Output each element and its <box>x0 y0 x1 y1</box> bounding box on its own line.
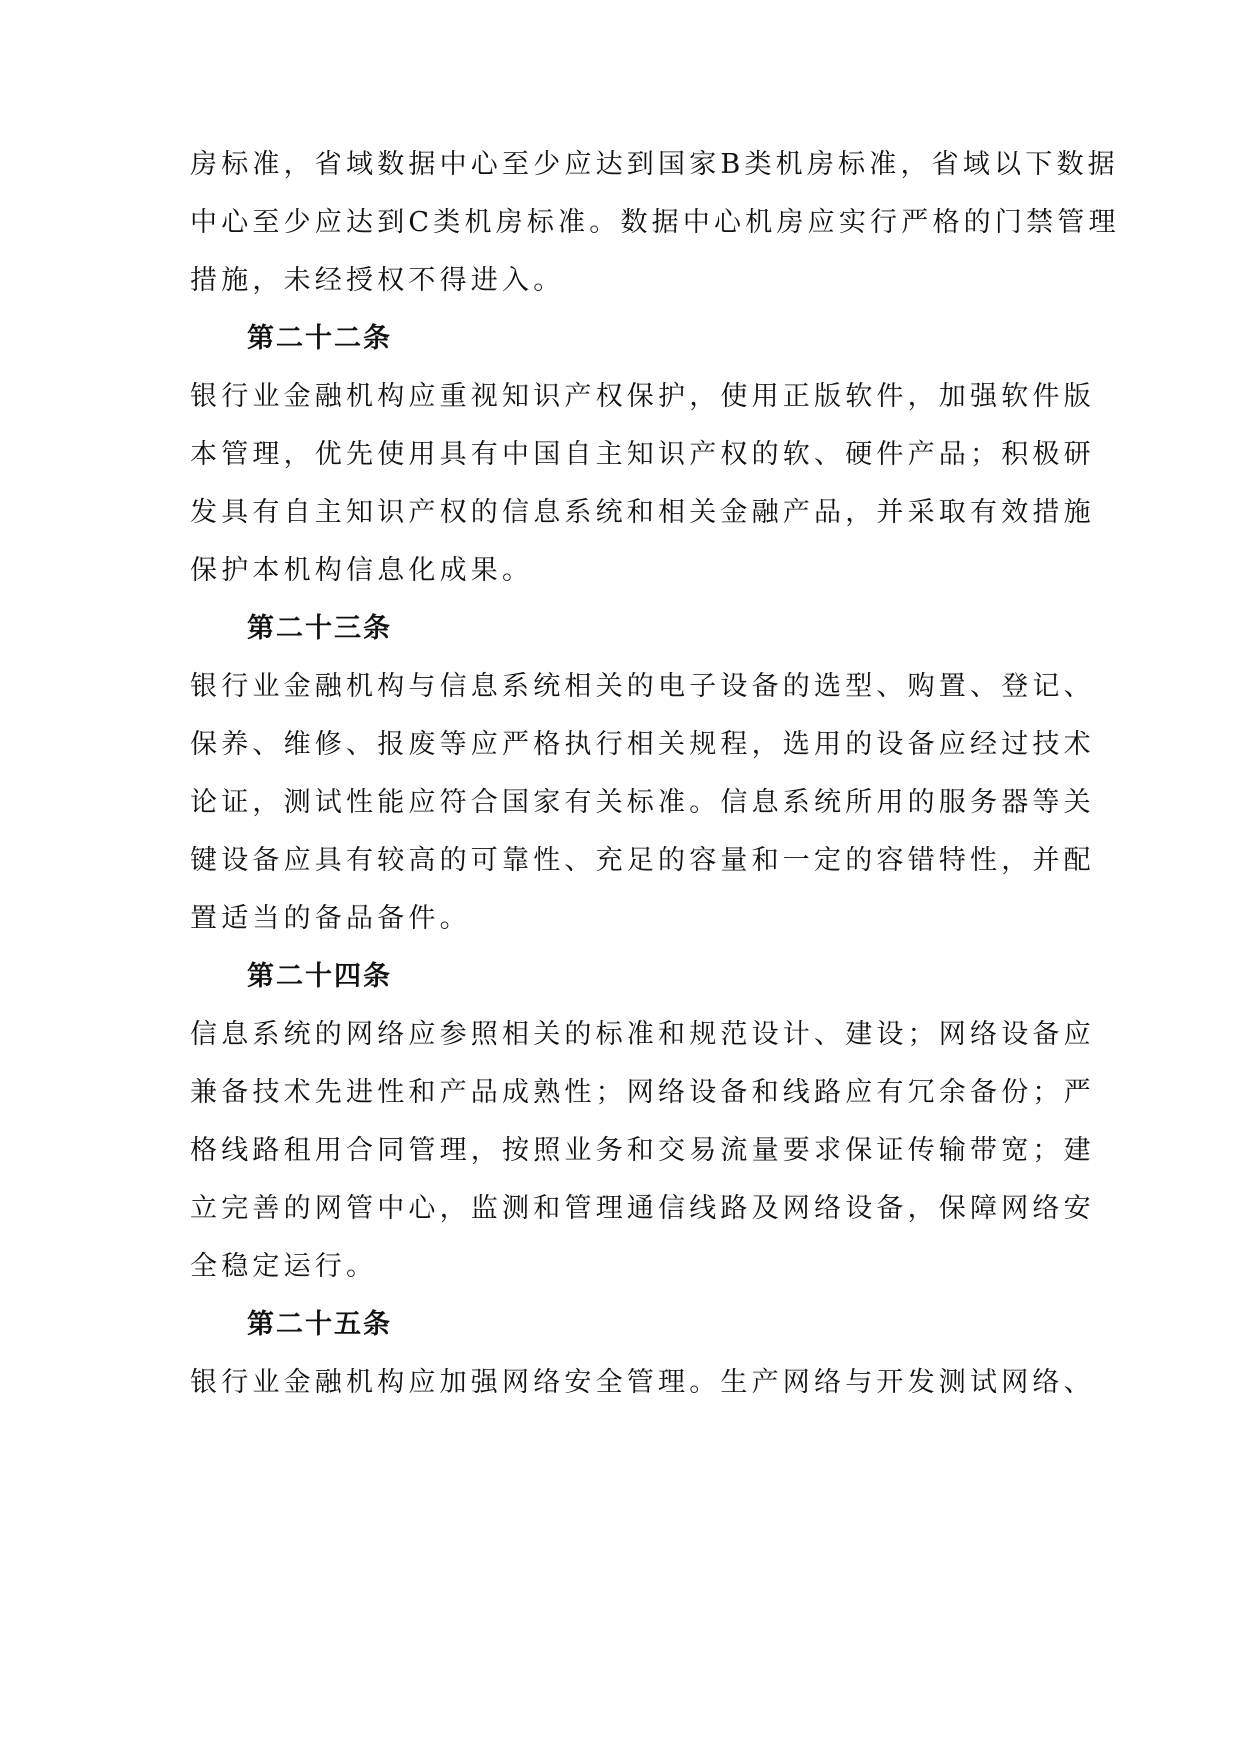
body-text-line: 全稳定运行。 <box>190 1251 378 1282</box>
body-text-line: 措施，未经授权不得进入。 <box>190 265 565 296</box>
article-22-heading: 第二十二条 <box>247 323 392 354</box>
body-text-line: 格线路租用合同管理，按照业务和交易流量要求保证传输带宽；建 <box>190 1135 1095 1166</box>
article-25-heading: 第二十五条 <box>247 1309 392 1340</box>
body-text-line: 发具有自主知识产权的信息系统和相关金融产品，并采取有效措施 <box>190 497 1095 528</box>
body-text-line: 本管理，优先使用具有中国自主知识产权的软、硬件产品；积极研 <box>190 439 1095 470</box>
body-text-line: 银行业金融机构与信息系统相关的电子设备的选型、购置、登记、 <box>190 671 1095 702</box>
body-text-line: 银行业金融机构应加强网络安全管理。生产网络与开发测试网络、 <box>190 1367 1095 1398</box>
article-23-heading: 第二十三条 <box>247 613 392 644</box>
body-text-line: 信息系统的网络应参照相关的标准和规范设计、建设；网络设备应 <box>190 1019 1095 1050</box>
body-text-line: 置适当的备品备件。 <box>190 903 471 934</box>
body-text-line: 键设备应具有较高的可靠性、充足的容量和一定的容错特性，并配 <box>190 845 1095 876</box>
body-text-line: 论证，测试性能应符合国家有关标准。信息系统所用的服务器等关 <box>190 787 1095 818</box>
body-text-line: 银行业金融机构应重视知识产权保护，使用正版软件，加强软件版 <box>190 381 1095 412</box>
body-text-line: 房标准，省域数据中心至少应达到国家B类机房标准，省域以下数据 <box>190 149 1119 180</box>
body-text-line: 兼备技术先进性和产品成熟性；网络设备和线路应有冗余备份；严 <box>190 1077 1095 1108</box>
body-text-line: 立完善的网管中心，监测和管理通信线路及网络设备，保障网络安 <box>190 1193 1095 1224</box>
body-text-line: 中心至少应达到C类机房标准。数据中心机房应实行严格的门禁管理 <box>190 207 1120 238</box>
body-text-line: 保养、维修、报废等应严格执行相关规程，选用的设备应经过技术 <box>190 729 1095 760</box>
body-text-line: 保护本机构信息化成果。 <box>190 555 534 586</box>
article-24-heading: 第二十四条 <box>247 961 392 992</box>
